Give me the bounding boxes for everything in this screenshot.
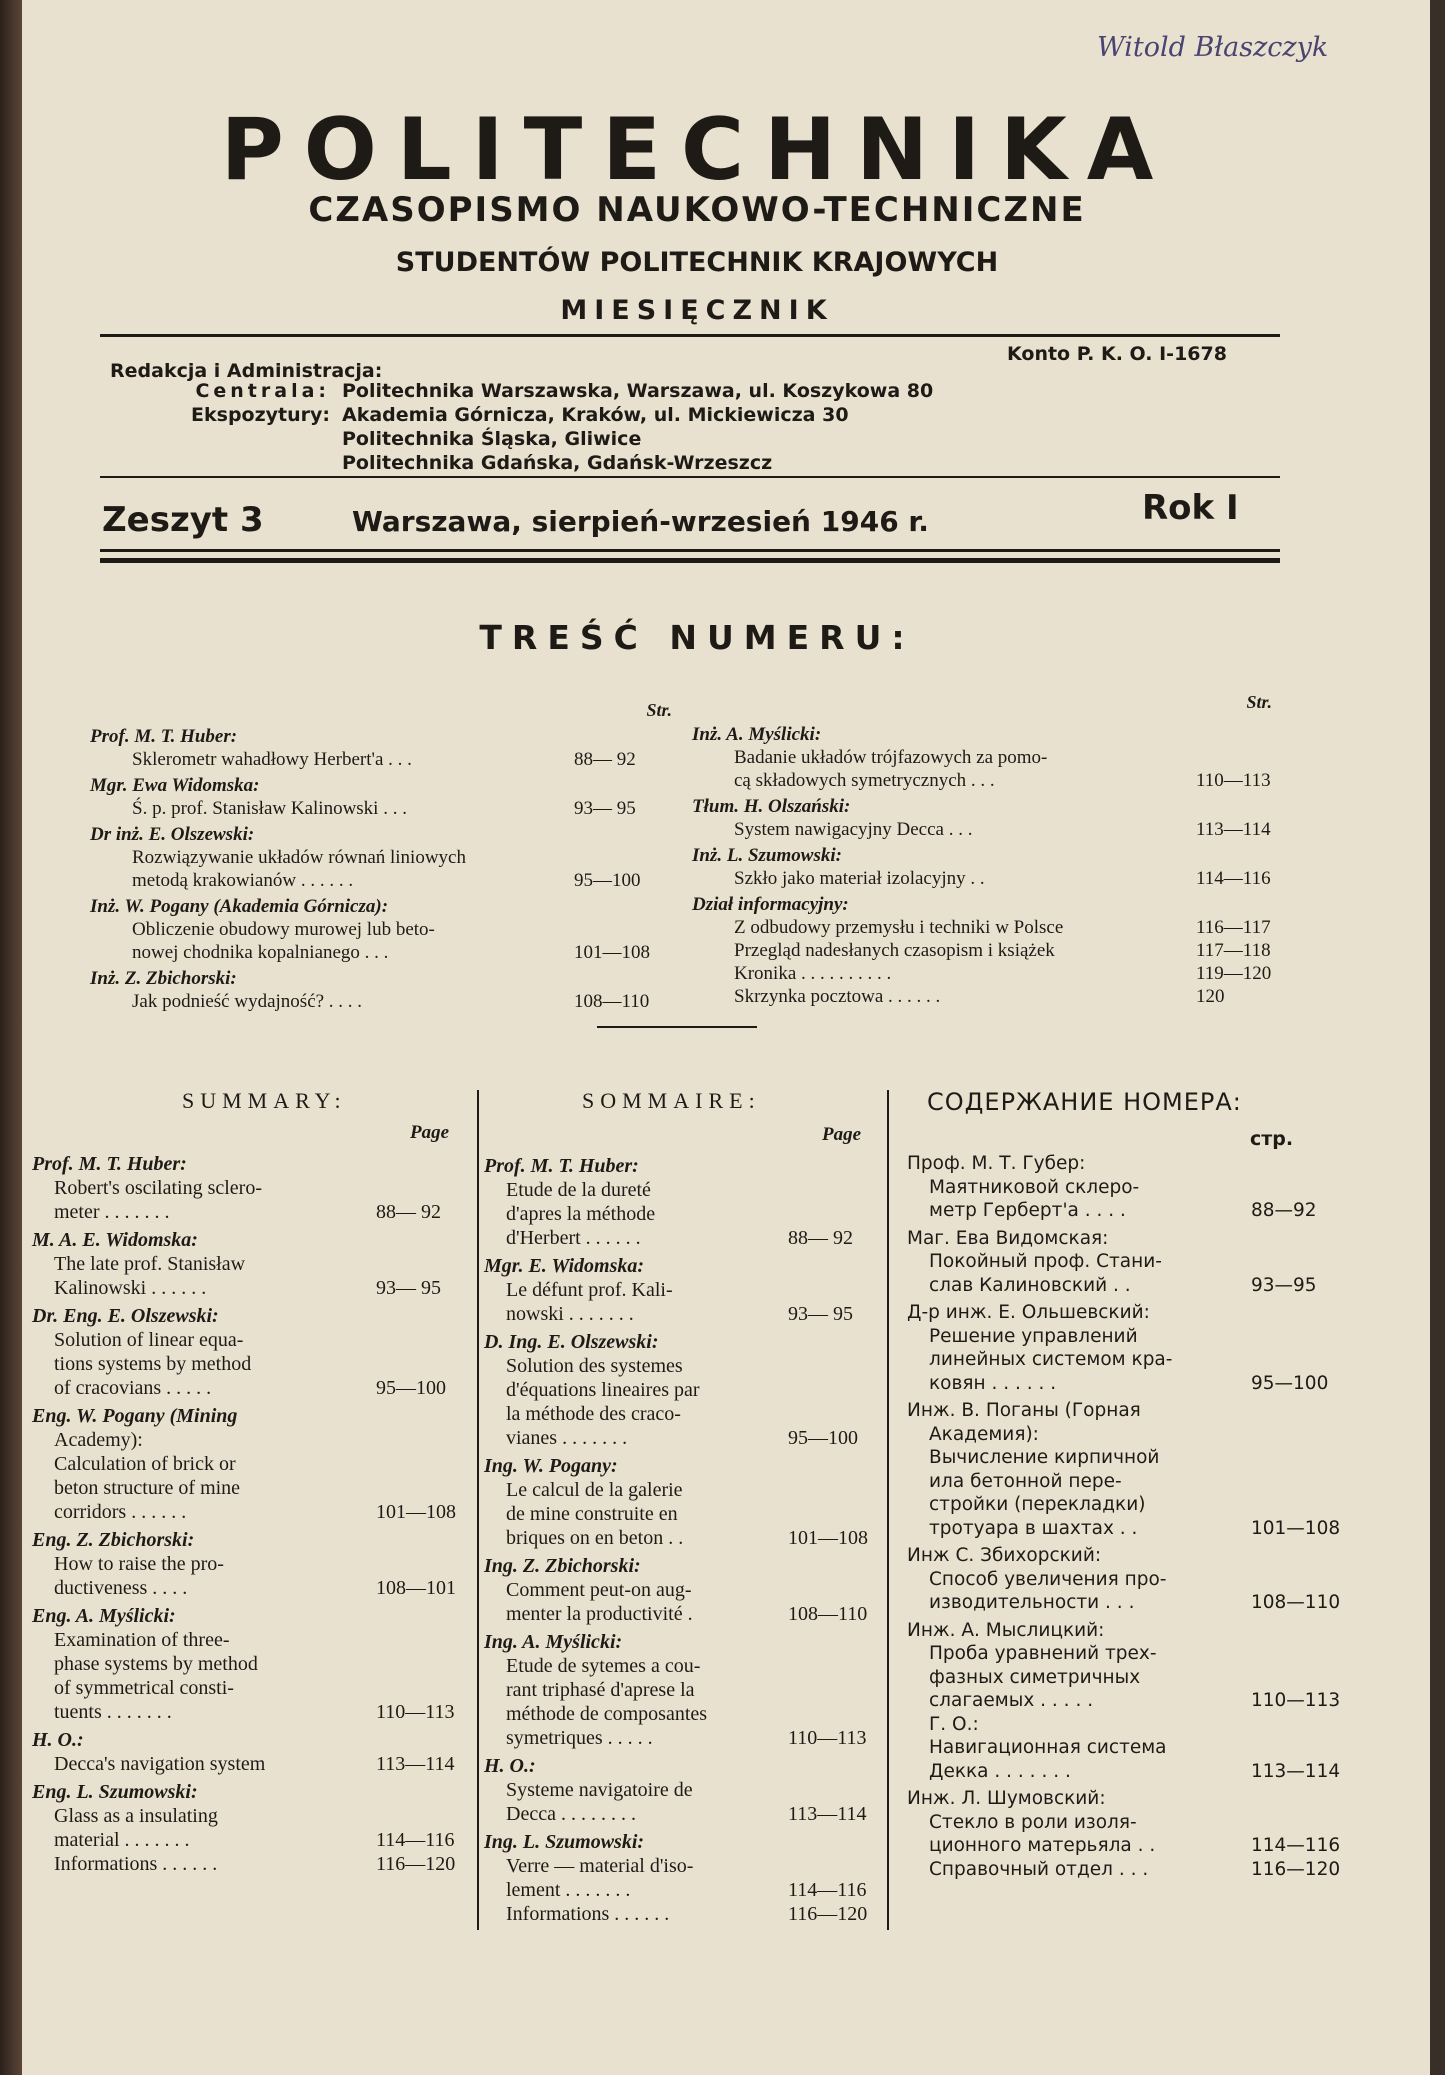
entry-line [90,748,660,771]
entry-line [32,1276,472,1300]
entry-line [32,1428,472,1452]
entry-pages: 110—113 [376,1701,455,1723]
entry-title: слав Калиновский . . [929,1274,1131,1296]
binding-edge [0,0,22,2075]
admin-label: Redakcja i Administracja: [110,360,383,382]
entry-line [907,1713,1347,1737]
entry-author: Маг. Ева Видомская: [907,1227,1109,1249]
entry-line [32,1376,472,1400]
entry-pages: 113—114 [1196,819,1271,840]
entry-author: M. A. E. Widomska: [32,1229,198,1251]
entry-title: briques on en beton . . [506,1527,684,1549]
entry-title: tuents . . . . . . . [54,1701,172,1723]
entry-author: Mgr. Ewa Widomska: [90,775,260,796]
entry-line [907,1423,1347,1447]
entry-title: Академия): [929,1423,1039,1445]
entry-title: Навигационная система [929,1737,1167,1758]
entry-author: Dr inż. E. Olszewski: [90,824,255,845]
entry-pages: 88— 92 [788,1227,853,1249]
entry-line [907,1470,1347,1494]
entry-title: Ś. p. prof. Stanisław Kalinowski . . . [132,798,407,819]
entry-line [484,1602,884,1626]
entry-line [692,916,1282,939]
journal-page [22,0,1430,2075]
entry-author: Inż. L. Szumowski: [692,845,842,866]
entry-line [907,1199,1347,1223]
entry-title: ковян . . . . . . [929,1372,1057,1394]
entry-line [32,1852,472,1876]
entry-title: Szkło jako materiał izolacyjny . . [734,868,985,889]
entry-title: tions systems by method [54,1353,252,1375]
entry-line [907,1736,1347,1760]
entry-title: Стекло в роли изоля- [929,1811,1137,1833]
toc-right-page-label: Str. [1246,692,1272,712]
column-rule-2 [887,1090,889,1930]
entry-line [907,1568,1347,1592]
entry-author: Eng. W. Pogany (Mining [32,1405,238,1427]
entry-title: фазных симетричных [929,1666,1141,1688]
entry-title: phase systems by method [54,1653,258,1675]
entry-pages: 116—120 [1251,1858,1341,1880]
entry-line [32,1676,472,1700]
entry-title: ционного матерьяла . . [929,1835,1156,1856]
entry-pages: 95—100 [376,1377,446,1399]
entry-title: rant triphasé d'aprese la [506,1679,695,1701]
entry-title: nowski . . . . . . . [506,1303,634,1325]
entry-line [907,1250,1347,1274]
entry-author: Eng. A. Myślicki: [32,1605,176,1627]
entry-pages: 101—108 [574,942,650,963]
owner-signature: Witold Błaszczyk [1097,32,1329,63]
entry-title: Jak podnieść wydajność? . . . . [132,991,363,1012]
entry-author: Ing. W. Pogany: [484,1455,618,1477]
entry-title: Le calcul de la galerie [506,1479,683,1501]
entry-title: тротуара в шахтах . . [929,1517,1138,1539]
entry-pages: 120 [1196,986,1225,1007]
entry-line [484,1702,884,1726]
entry-author: Инж. Л. Шумовский: [907,1788,1106,1809]
entry-title: Вычисление кирпичной [929,1447,1160,1468]
entry-title: lement . . . . . . . [506,1879,631,1901]
entry-title: symetriques . . . . . [506,1727,653,1749]
entry-author: H. O.: [32,1729,84,1751]
russian-page-label: стр. [1250,1128,1294,1150]
toc-right-column [692,720,1282,1008]
entry-title: Examination of three- [54,1629,230,1651]
entry-line [907,1517,1347,1541]
entry-title: Способ увеличения про- [929,1568,1167,1590]
entry-title: Г. О.: [929,1713,979,1735]
russian-column [907,1148,1347,1881]
entry-line [32,1500,472,1524]
entry-title: Academy): [54,1429,143,1451]
entry-line [90,797,660,820]
entry-title: menter la productivité . [506,1603,693,1625]
rule-top [100,334,1280,337]
entry-line [484,1426,884,1450]
entry-title: of symmetrical consti- [54,1677,234,1699]
entry-line [692,867,1282,890]
entry-pages: 110—113 [1196,770,1271,791]
entry-line [484,1226,884,1250]
entry-line [32,1628,472,1652]
entry-pages: 119—120 [1196,963,1272,984]
entry-author: H. O.: [484,1755,536,1777]
entry-line [484,1578,884,1602]
entry-line [907,1325,1347,1349]
journal-subtitle-2: STUDENTÓW POLITECHNIK KRAJOWYCH [395,247,999,278]
entry-pages: 113—114 [376,1753,455,1775]
entry-author: Инж. В. Поганы (Горная [907,1400,1141,1421]
column-rule-1 [477,1090,479,1930]
entry-line [32,1452,472,1476]
entry-pages: 116—120 [376,1853,456,1875]
sommaire-column [484,1150,884,1926]
issue-year: Rok I [1142,488,1239,528]
entry-line [484,1654,884,1678]
rule-mid [100,476,1280,478]
entry-title: beton structure of mine [54,1477,241,1499]
journal-title: POLITECHNIKA [220,100,1174,200]
central-label: Centrala: [195,380,330,402]
toc-left-page-label: Str. [646,700,672,720]
entry-pages: 114—116 [376,1829,455,1851]
entry-author: Prof. M. T. Huber: [90,726,238,747]
entry-author: Ing. L. Szumowski: [484,1831,645,1853]
entry-line [484,1526,884,1550]
entry-line [692,939,1282,962]
entry-title: System nawigacyjny Decca . . . [734,819,973,840]
entry-line [32,1176,472,1200]
entry-title: Sklerometr wahadłowy Herbert'a . . . [132,749,412,770]
summary-heading: SUMMARY: [182,1088,347,1113]
entry-pages: 114—116 [788,1879,867,1901]
entry-author: Ing. A. Myślicki: [484,1631,623,1653]
entry-pages: 116—120 [788,1903,868,1925]
branch-3: Politechnika Gdańska, Gdańsk-Wrzeszcz [342,452,773,474]
entry-author: Inż. W. Pogany (Akademia Górnicza): [90,896,389,917]
entry-title: Справочный отдел . . . [929,1858,1149,1880]
entry-author: Prof. M. T. Huber: [484,1155,639,1177]
entry-title: Etude de sytemes a cou- [506,1655,701,1677]
entry-pages: 117—118 [1196,940,1271,961]
entry-author: Inż. Z. Zbichorski: [90,968,237,989]
sommaire-page-label: Page [822,1124,862,1145]
entry-line [692,818,1282,841]
entry-title: cą składowych symetrycznych . . . [734,770,995,791]
entry-title: Glass as a insulating [54,1805,218,1827]
entry-line [692,769,1282,792]
entry-author: D. Ing. E. Olszewski: [484,1331,659,1353]
entry-title: Kronika . . . . . . . . . . [734,963,892,984]
entry-pages: 88— 92 [376,1201,441,1223]
entry-author: Eng. L. Szumowski: [32,1781,198,1803]
entry-line [484,1902,884,1926]
entry-title: of cracovians . . . . . [54,1377,212,1399]
entry-pages: 93— 95 [376,1277,441,1299]
entry-line [484,1302,884,1326]
entry-line [32,1328,472,1352]
entry-author: Inż. A. Myślicki: [692,724,822,745]
entry-line [907,1689,1347,1713]
entry-author: Проф. М. Т. Губер: [907,1153,1086,1174]
entry-author: Инж. А. Мыслицкий: [907,1619,1105,1641]
russian-heading: СОДЕРЖАНИЕ НОМЕРА: [927,1088,1242,1116]
rule-bottom-2 [100,558,1280,563]
central-address: Politechnika Warszawska, Warszawa, ul. Koszykowa 80 [342,380,934,402]
entry-title: The late prof. Stanisław [54,1253,246,1275]
entry-line [907,1834,1347,1858]
entry-title: Решение управлений [929,1325,1138,1347]
entry-line [32,1752,472,1776]
branches-label: Ekspozytury: [191,404,330,426]
summary-page-label: Page [410,1122,450,1143]
entry-author: Dr. Eng. E. Olszewski: [32,1305,219,1327]
rule-bottom-1 [100,549,1280,552]
entry-author: Eng. Z. Zbichorski: [32,1529,195,1551]
entry-pages: 88—92 [1251,1200,1317,1221]
entry-line [90,869,660,892]
entry-author: Д-р инж. Е. Ольшевский: [907,1302,1150,1323]
entry-line [484,1778,884,1802]
sommaire-heading: SOMMAIRE: [582,1088,761,1113]
journal-subtitle: CZASOPISMO NAUKOWO-TECHNICZNE [308,190,1086,230]
entry-line [484,1278,884,1302]
entry-title: Le défunt prof. Kali- [506,1279,673,1301]
entry-pages: 95—100 [1251,1372,1329,1394]
entry-pages: 108—110 [788,1603,868,1625]
entry-author: Ing. Z. Zbichorski: [484,1555,641,1577]
entry-line [32,1804,472,1828]
entry-pages: 93— 95 [574,798,636,819]
entry-title: Informations . . . . . . [54,1853,218,1875]
entry-title: corridors . . . . . . [54,1501,187,1523]
entry-title: линейных системом кра- [929,1349,1173,1370]
entry-title: Kalinowski . . . . . . [54,1277,207,1299]
entry-line [692,985,1282,1008]
entry-line [484,1402,884,1426]
entry-pages: 95—100 [574,870,641,891]
entry-author: Tłum. H. Olszański: [692,796,851,817]
issue-number: Zeszyt 3 [102,500,264,540]
entry-line [32,1352,472,1376]
entry-title: Informations . . . . . . [506,1903,670,1925]
entry-title: Decca's navigation system [54,1753,266,1775]
entry-title: изводительности . . . [929,1592,1135,1613]
entry-title: Comment peut-on aug- [506,1579,692,1601]
entry-line [90,990,660,1013]
entry-pages: 93— 95 [788,1303,853,1325]
entry-title: Z odbudowy przemysłu i techniki w Polsce [734,917,1064,938]
frequency-label: MIESIĘCZNIK [560,295,834,326]
entry-title: Obliczenie obudowy murowej lub beto- [132,919,435,940]
entry-title: Calculation of brick or [54,1453,236,1475]
entry-line [90,941,660,964]
entry-line [32,1552,472,1576]
entry-author: Dział informacyjny: [692,894,849,915]
central-row [22,380,933,402]
entry-line [484,1678,884,1702]
entry-title: d'équations lineaires par [506,1379,700,1401]
entry-line [907,1372,1347,1396]
entry-line [90,918,660,941]
entry-pages: 114—116 [1251,1835,1341,1856]
entry-line [484,1502,884,1526]
entry-title: Покойный проф. Стани- [929,1251,1162,1272]
entry-title: Декка . . . . . . . [929,1760,1071,1782]
entry-line [907,1348,1347,1372]
entry-title: d'apres la méthode [506,1203,656,1225]
entry-pages: 101—108 [1251,1517,1341,1539]
entry-line [484,1726,884,1750]
entry-pages: 116—117 [1196,917,1271,938]
entry-line [32,1576,472,1600]
entry-title: Skrzynka pocztowa . . . . . . [734,986,941,1007]
entry-line [32,1700,472,1724]
branch-2: Politechnika Śląska, Gliwice [342,428,642,450]
entry-title: Badanie układów trójfazowych za pomo- [734,747,1048,768]
entry-pages: 113—114 [788,1803,867,1825]
entry-line [484,1354,884,1378]
entry-line [907,1811,1347,1835]
branches-row [22,404,849,426]
entry-title: слагаемых . . . . . [929,1690,1094,1711]
entry-line [484,1378,884,1402]
entry-title: ила бетонной пере- [929,1470,1122,1492]
entry-title: Проба уравнений трех- [929,1643,1157,1664]
entry-line [32,1200,472,1224]
entry-author: Инж С. Збихорский: [907,1545,1102,1566]
entry-title: Verre — material d'iso- [506,1855,694,1877]
entry-title: vianes . . . . . . . [506,1427,628,1449]
issue-date: Warszawa, sierpień-wrzesień 1946 r. [352,505,929,538]
entry-line [484,1478,884,1502]
entry-title: Robert's oscilating sclero- [54,1177,262,1199]
entry-pages: 110—113 [788,1727,867,1749]
entry-line [907,1274,1347,1298]
entry-title: стройки (перекладки) [929,1494,1146,1515]
entry-line [907,1176,1347,1200]
entry-title: Solution of linear equa- [54,1329,244,1351]
entry-line [907,1858,1347,1882]
entry-title: Etude de la dureté [506,1179,651,1201]
entry-line [90,846,660,869]
entry-pages: 114—116 [1196,868,1271,889]
entry-pages: 95—100 [788,1427,858,1449]
entry-title: How to raise the pro- [54,1553,224,1575]
entry-title: метр Герберт'а . . . . [929,1200,1126,1221]
entry-pages: 88— 92 [574,749,636,770]
account-number: Konto P. K. O. I-1678 [1007,343,1227,365]
entry-title: material . . . . . . . [54,1829,190,1851]
entry-line [692,746,1282,769]
toc-heading: TREŚĆ NUMERU: [479,618,915,657]
entry-title: Solution des systemes [506,1355,683,1377]
entry-line [907,1642,1347,1666]
entry-title: metodą krakowianów . . . . . . [132,870,354,891]
entry-pages: 110—113 [1251,1690,1341,1711]
entry-title: d'Herbert . . . . . . [506,1227,641,1249]
entry-pages: 108—110 [1251,1592,1341,1613]
entry-pages: 108—101 [376,1577,456,1599]
entry-pages: 113—114 [1251,1760,1341,1782]
entry-title: Decca . . . . . . . . [506,1803,636,1825]
entry-line [484,1878,884,1902]
entry-line [484,1854,884,1878]
entry-line [484,1178,884,1202]
entry-title: Маятниковой склеро- [929,1176,1140,1198]
entry-title: la méthode des craco- [506,1403,681,1425]
summary-column [32,1148,472,1876]
entry-pages: 93—95 [1251,1274,1317,1296]
entry-title: Rozwiązywanie układów równań liniowych [132,847,466,868]
entry-line [32,1476,472,1500]
entry-line [907,1591,1347,1615]
entry-title: meter . . . . . . . [54,1201,170,1223]
entry-title: Przegląd nadesłanych czasopism i książek [734,940,1055,961]
entry-line [484,1202,884,1226]
entry-line [32,1652,472,1676]
entry-title: nowej chodnika kopalnianego . . . [132,942,389,963]
entry-pages: 101—108 [376,1501,456,1523]
branch-1: Akademia Górnicza, Kraków, ul. Mickiewicza 30 [342,404,849,426]
entry-title: de mine construite en [506,1503,678,1525]
entry-title: Systeme navigatoire de [506,1779,693,1801]
entry-author: Mgr. E. Widomska: [484,1255,645,1277]
entry-pages: 108—110 [574,991,650,1012]
entry-line [484,1802,884,1826]
entry-line [32,1828,472,1852]
entry-line [692,962,1282,985]
toc-left-column [90,722,660,1013]
entry-line [907,1493,1347,1517]
entry-title: ductiveness . . . . [54,1577,188,1599]
toc-divider [597,1026,757,1028]
entry-pages: 101—108 [788,1527,868,1549]
entry-line [907,1666,1347,1690]
entry-line [907,1760,1347,1784]
entry-author: Prof. M. T. Huber: [32,1153,187,1175]
entry-title: méthode de composantes [506,1703,708,1725]
entry-line [32,1252,472,1276]
entry-line [907,1446,1347,1470]
